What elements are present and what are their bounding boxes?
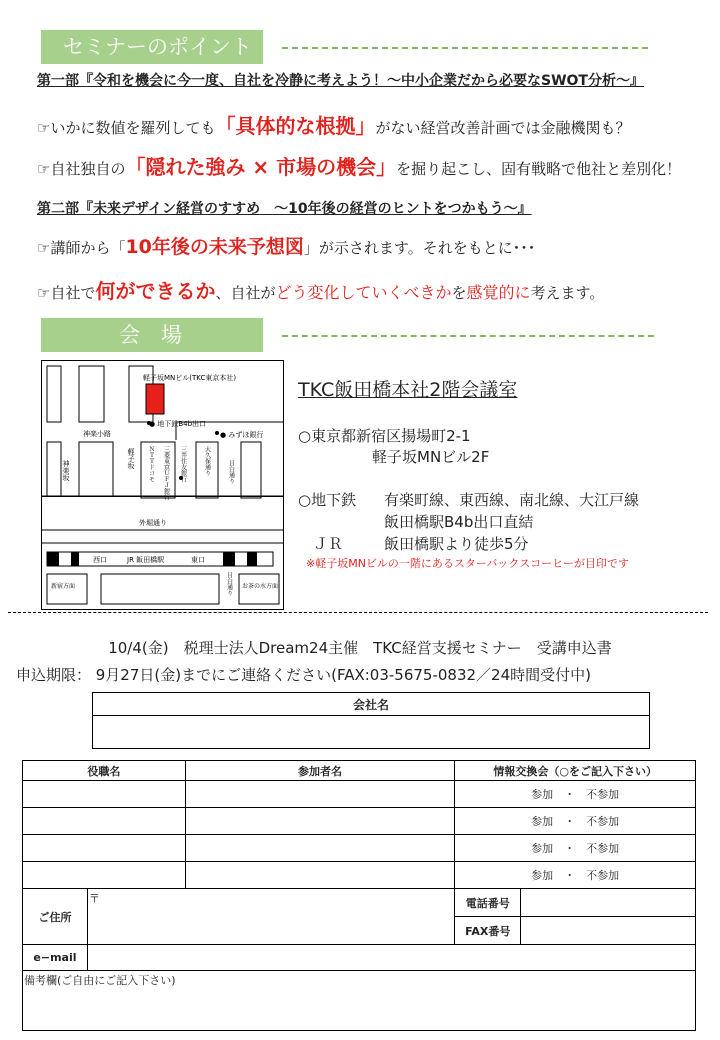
participant-input[interactable] — [185, 808, 455, 835]
bullet-1-pre: ☞いかに数値を羅列しても — [37, 119, 216, 137]
map-block — [141, 442, 175, 498]
map-label-building: 軽子坂MNビル(TKC東京本社) — [143, 374, 237, 382]
col-exchange: 情報交換会（○をご記入下さい） — [455, 761, 696, 781]
map-block — [79, 366, 104, 422]
bank-dot — [215, 431, 219, 435]
bullet-4-e3: 感覚的に — [466, 283, 531, 302]
remarks-label: 備考欄(ご自由にご記入下さい) — [24, 974, 176, 987]
participant-input[interactable] — [185, 862, 455, 889]
exchange-option[interactable]: 参加 ・ 不参加 — [455, 781, 696, 808]
venue-address1: ○東京都新宿区揚場町2-1 — [298, 427, 471, 445]
map-label-ochanomizu: お茶の水方面 — [242, 583, 279, 590]
station-crossing — [247, 552, 257, 566]
venue-subway-exit: 飯田橋駅B4b出口直結 — [384, 513, 534, 531]
position-input[interactable] — [23, 835, 186, 862]
remarks-field[interactable] — [23, 971, 696, 1031]
exchange-option[interactable]: 参加 ・ 不参加 — [455, 808, 696, 835]
map-label-ufj: 三菱東京ＵＦＪ銀行 — [162, 446, 170, 500]
section-divider — [282, 335, 654, 337]
form-deadline: 申込期限： 9月27日(金)までにご連絡ください(FAX:03-5675-0832／24時間受付中) — [16, 666, 591, 684]
address-input[interactable] — [87, 889, 454, 945]
section-divider — [282, 47, 648, 49]
map-label-shinjuku: 新宿方面 — [51, 583, 76, 590]
building-marker — [146, 384, 164, 414]
map-block — [79, 442, 113, 496]
map-block — [47, 366, 61, 422]
bullet-1-post: がない経営改善計画では金融機関も？ — [375, 119, 631, 137]
bullet-3-emphasis: 10年後の未来予想図 — [125, 236, 304, 258]
map-label-sotobori: 外堀通り — [139, 519, 167, 527]
map-label-keikozaka: 軽子坂 — [127, 448, 135, 469]
venue-subway-lines: 有楽町線、東西線、南北線、大江戸線 — [384, 491, 640, 509]
position-input[interactable] — [23, 781, 186, 808]
bullet-2-pre: ☞自社独自の — [37, 160, 126, 178]
bullet-4-p3: を — [451, 284, 467, 302]
bullet-3-pre: ☞講師から「 — [37, 239, 126, 257]
bullet-4-e1: 何ができるか — [95, 279, 216, 303]
bullet-1 — [37, 110, 630, 139]
map-label-kagurazaka: 神楽坂 — [62, 460, 70, 481]
section-header-points: セミナーのポイント — [41, 30, 263, 64]
map-label-bank: ● みずほ銀行 — [220, 431, 264, 439]
bullet-2-post: を掘り起こし、固有戦略で他社と差別化！ — [396, 160, 682, 178]
bullet-2-emphasis: 「隠れた強み × 市場の機会」 — [125, 155, 397, 179]
map-label-ntt: ＮＴＴドコモ — [147, 446, 155, 482]
map-label-okubo: 大久保通り — [203, 446, 211, 476]
address-label: ご住所 — [23, 889, 88, 945]
email-input[interactable] — [87, 945, 695, 971]
col-position: 役職名 — [23, 761, 186, 781]
postal-mark: 〒 — [88, 892, 100, 905]
exchange-option[interactable]: 参加 ・ 不参加 — [455, 835, 696, 862]
col-participant: 参加者名 — [185, 761, 455, 781]
position-input[interactable] — [23, 862, 186, 889]
fax-label: FAX番号 — [455, 917, 521, 945]
venue-note: ※軽子坂MNビルの一階にあるスターバックスコーヒーが目印です — [306, 557, 629, 570]
bullet-3 — [37, 232, 535, 259]
participant-input[interactable] — [185, 835, 455, 862]
bullet-4-p1: ☞自社で — [37, 284, 96, 302]
map-block — [101, 574, 219, 604]
venue-jr-label: ＪＲ — [313, 535, 344, 553]
company-name-input[interactable] — [93, 716, 650, 749]
venue-jr-walk: 飯田橋駅より徒歩5分 — [384, 535, 529, 553]
bullet-4 — [37, 275, 604, 304]
bullet-2 — [37, 151, 681, 180]
map-label-station: JR 飯田橋駅 — [127, 556, 165, 564]
phone-label: 電話番号 — [455, 889, 521, 917]
venue-map — [41, 360, 284, 610]
position-input[interactable] — [23, 808, 186, 835]
bullet-1-emphasis: 「具体的な根拠」 — [215, 114, 376, 138]
map-label-mejiro: 目白通り — [227, 460, 235, 484]
bullet-4-p2: 、自社が — [215, 284, 276, 302]
cut-line — [8, 612, 708, 613]
email-label: e−mail — [23, 945, 88, 971]
station-crossing — [47, 552, 59, 566]
map-block — [47, 442, 61, 496]
participant-table — [22, 760, 696, 1031]
exchange-option[interactable]: 参加 ・ 不参加 — [455, 862, 696, 889]
phone-input[interactable] — [521, 889, 696, 917]
section-header-venue: 会 場 — [41, 318, 263, 352]
map-label-east-exit: 東口 — [191, 556, 205, 564]
map-label-exit: ● 地下鉄B4b出口 — [149, 420, 207, 428]
station-crossing — [223, 552, 235, 566]
map-label-mejiro-south: 目白通り — [225, 572, 233, 596]
company-table — [92, 692, 650, 749]
part1-title: 第一部『令和を機会に今一度、自社を冷静に考えよう！～中小企業だから必要なSWOT分析～』 — [37, 73, 644, 89]
form-title: 10/4(金) 税理士法人Dream24主催 TKC経営支援セミナー 受講申込書 — [108, 639, 612, 657]
map-block — [241, 442, 261, 498]
venue-subway-label: ○地下鉄 — [298, 491, 357, 509]
map-label-west-exit: 西口 — [93, 556, 107, 564]
participant-input[interactable] — [185, 781, 455, 808]
fax-input[interactable] — [521, 917, 696, 945]
bullet-3-post: 」が示されます。それをもとに･･･ — [303, 239, 536, 257]
map-label-mitsui: 三井住友銀行 — [179, 446, 187, 482]
venue-address2: 軽子坂MNビル2F — [372, 448, 490, 466]
company-label: 会社名 — [93, 693, 650, 716]
bullet-4-p4: 考えます。 — [530, 284, 605, 302]
venue-name: TKC飯田橋本社2階会議室 — [298, 379, 518, 401]
part2-title: 第二部『未来デザイン経営のすすめ ～10年後の経営のヒントをつかもう～』 — [37, 201, 532, 217]
bullet-4-e2: どう変化していくべきか — [275, 283, 452, 302]
map-label-kagurakoji: 神楽小路 — [83, 430, 111, 438]
station-crossing — [71, 552, 79, 566]
